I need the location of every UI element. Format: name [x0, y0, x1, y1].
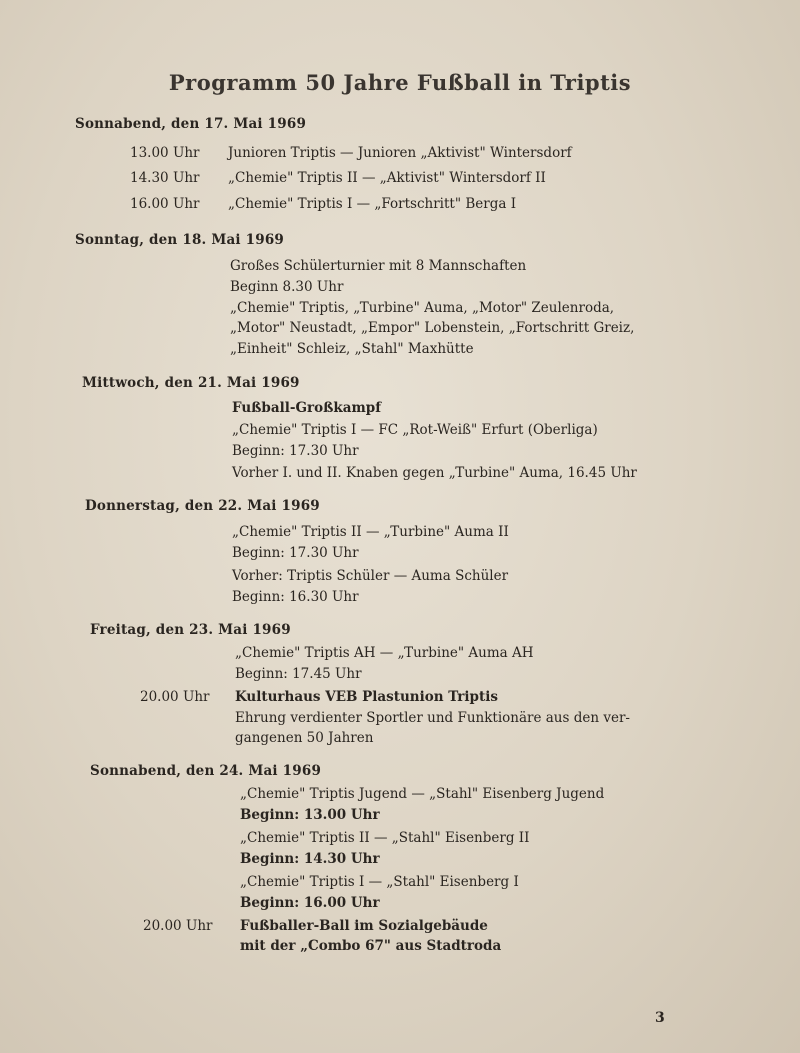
day-heading: Donnerstag, den 22. Mai 1969 — [85, 498, 320, 514]
entry-line: „Chemie" Triptis Jugend — „Stahl" Eisenberg Jugend — [240, 786, 605, 802]
entry-line: mit der „Combo 67" aus Stadtroda — [240, 938, 502, 954]
entry-line: „Chemie" Triptis I — FC „Rot-Weiß" Erfurt (Oberliga) — [232, 422, 598, 438]
day-heading: Sonnabend, den 24. Mai 1969 — [90, 763, 322, 779]
entry-line: Beginn: 16.00 Uhr — [240, 895, 380, 911]
entry-time: 13.00 Uhr — [130, 145, 200, 161]
entry-line: Vorher: Triptis Schüler — Auma Schüler — [232, 568, 509, 584]
entry-line: Beginn: 17.45 Uhr — [235, 666, 362, 682]
entry-time: 16.00 Uhr — [130, 196, 200, 212]
entry-line: Fußballer-Ball im Sozialgebäude — [240, 918, 488, 934]
entry-line: Beginn: 14.30 Uhr — [240, 851, 380, 867]
entry-line: Beginn: 13.00 Uhr — [240, 807, 380, 823]
entry-line: Kulturhaus VEB Plastunion Triptis — [235, 689, 498, 705]
entry-line: Beginn: 17.30 Uhr — [232, 443, 359, 459]
entry-line: „Motor" Neustadt, „Empor" Lobenstein, „Fortschritt Greiz, — [230, 320, 635, 336]
entry-line: „Chemie" Triptis II — „Stahl" Eisenberg II — [240, 830, 530, 846]
entry-line: Beginn: 17.30 Uhr — [232, 545, 359, 561]
entry-line: „Einheit" Schleiz, „Stahl" Maxhütte — [230, 341, 474, 357]
entry-line: „Chemie" Triptis AH — „Turbine" Auma AH — [235, 645, 534, 661]
entry-line: „Chemie" Triptis, „Turbine" Auma, „Motor" Zeulenroda, — [230, 300, 615, 316]
evening-time: 20.00 Uhr — [140, 689, 210, 705]
entry-line: Großes Schülerturnier mit 8 Mannschaften — [230, 258, 527, 274]
page-title: Programm 50 Jahre Fußball in Triptis — [168, 70, 632, 95]
day-heading: Sonntag, den 18. Mai 1969 — [75, 232, 285, 248]
entry-line: „Chemie" Triptis I — „Stahl" Eisenberg I — [240, 874, 519, 890]
entry-line: Beginn: 16.30 Uhr — [232, 589, 359, 605]
entry-time: 14.30 Uhr — [130, 170, 200, 186]
entry-text: Junioren Triptis — Junioren „Aktivist" Wintersdorf — [228, 145, 572, 161]
day-heading: Freitag, den 23. Mai 1969 — [90, 622, 291, 638]
evening-time: 20.00 Uhr — [143, 918, 213, 934]
entry-line: gangenen 50 Jahren — [235, 730, 374, 746]
entry-line: Fußball-Großkampf — [232, 400, 382, 416]
entry-text: „Chemie" Triptis II — „Aktivist" Wintersdorf II — [228, 170, 546, 186]
entry-line: „Chemie" Triptis II — „Turbine" Auma II — [232, 524, 509, 540]
day-heading: Sonnabend, den 17. Mai 1969 — [75, 116, 307, 132]
day-heading: Mittwoch, den 21. Mai 1969 — [82, 375, 300, 391]
entry-text: „Chemie" Triptis I — „Fortschritt" Berga I — [228, 196, 517, 212]
page-number: 3 — [655, 1010, 665, 1026]
entry-line: Ehrung verdienter Sportler und Funktionäre aus den ver- — [235, 710, 630, 726]
entry-line: Beginn 8.30 Uhr — [230, 279, 344, 295]
entry-line: Vorher I. und II. Knaben gegen „Turbine" Auma, 16.45 Uhr — [232, 465, 637, 481]
